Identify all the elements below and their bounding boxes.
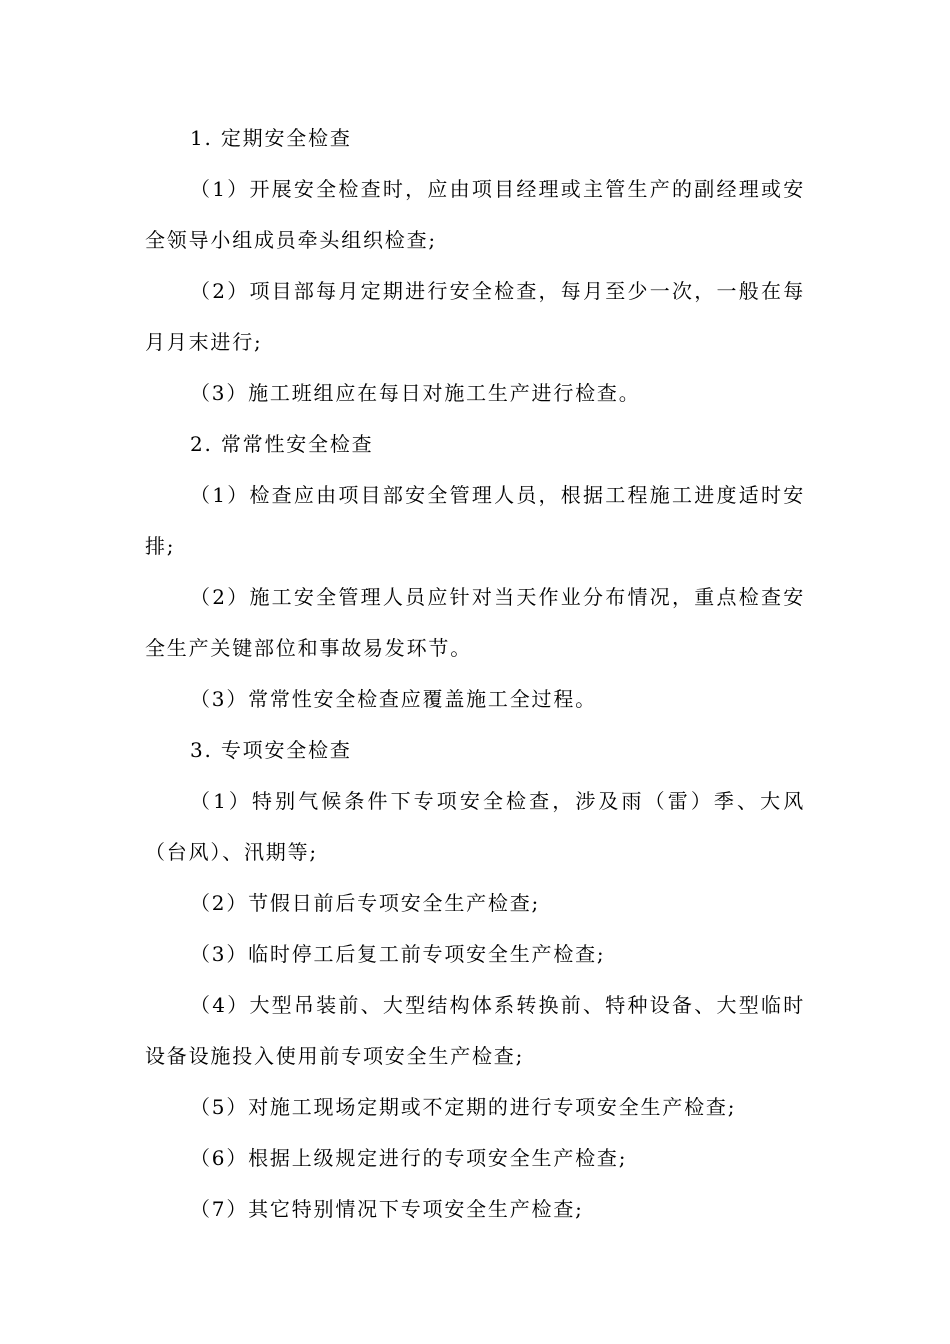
list-item: （3）临时停工后复工前专项安全生产检查; xyxy=(190,942,606,966)
list-item: （2）施工安全管理人员应针对当天作业分布情况，重点检查安全生产关键部位和事故易发环节。 xyxy=(145,585,805,660)
list-item: （2）节假日前后专项安全生产检查; xyxy=(190,891,541,915)
section-heading-2: 2. 常常性安全检查 xyxy=(190,432,374,456)
document-body xyxy=(145,113,805,1235)
list-item: （6）根据上级规定进行的专项安全生产检查; xyxy=(190,1146,628,1170)
list-item: （7）其它特别情况下专项安全生产检查; xyxy=(190,1197,584,1221)
list-item: （1）特别气候条件下专项安全检查，涉及雨（雷）季、大风（台风）、汛期等; xyxy=(145,789,805,864)
list-item: （5）对施工现场定期或不定期的进行专项安全生产检查; xyxy=(190,1095,737,1119)
list-item: （3）常常性安全检查应覆盖施工全过程。 xyxy=(190,687,597,711)
list-item: （3）施工班组应在每日对施工生产进行检查。 xyxy=(190,381,641,405)
list-item: （1）开展安全检查时，应由项目经理或主管生产的副经理或安全领导小组成员牵头组织检查; xyxy=(145,177,805,252)
list-item: （2）项目部每月定期进行安全检查，每月至少一次，一般在每月月末进行; xyxy=(145,279,805,354)
list-item: （1）检查应由项目部安全管理人员，根据工程施工进度适时安排; xyxy=(145,483,805,558)
list-item: （4）大型吊装前、大型结构体系转换前、特种设备、大型临时设备设施投入使用前专项安全生产检查; xyxy=(145,993,805,1068)
section-heading-1: 1. 定期安全检查 xyxy=(190,126,352,150)
section-heading-3: 3. 专项安全检查 xyxy=(190,738,352,762)
